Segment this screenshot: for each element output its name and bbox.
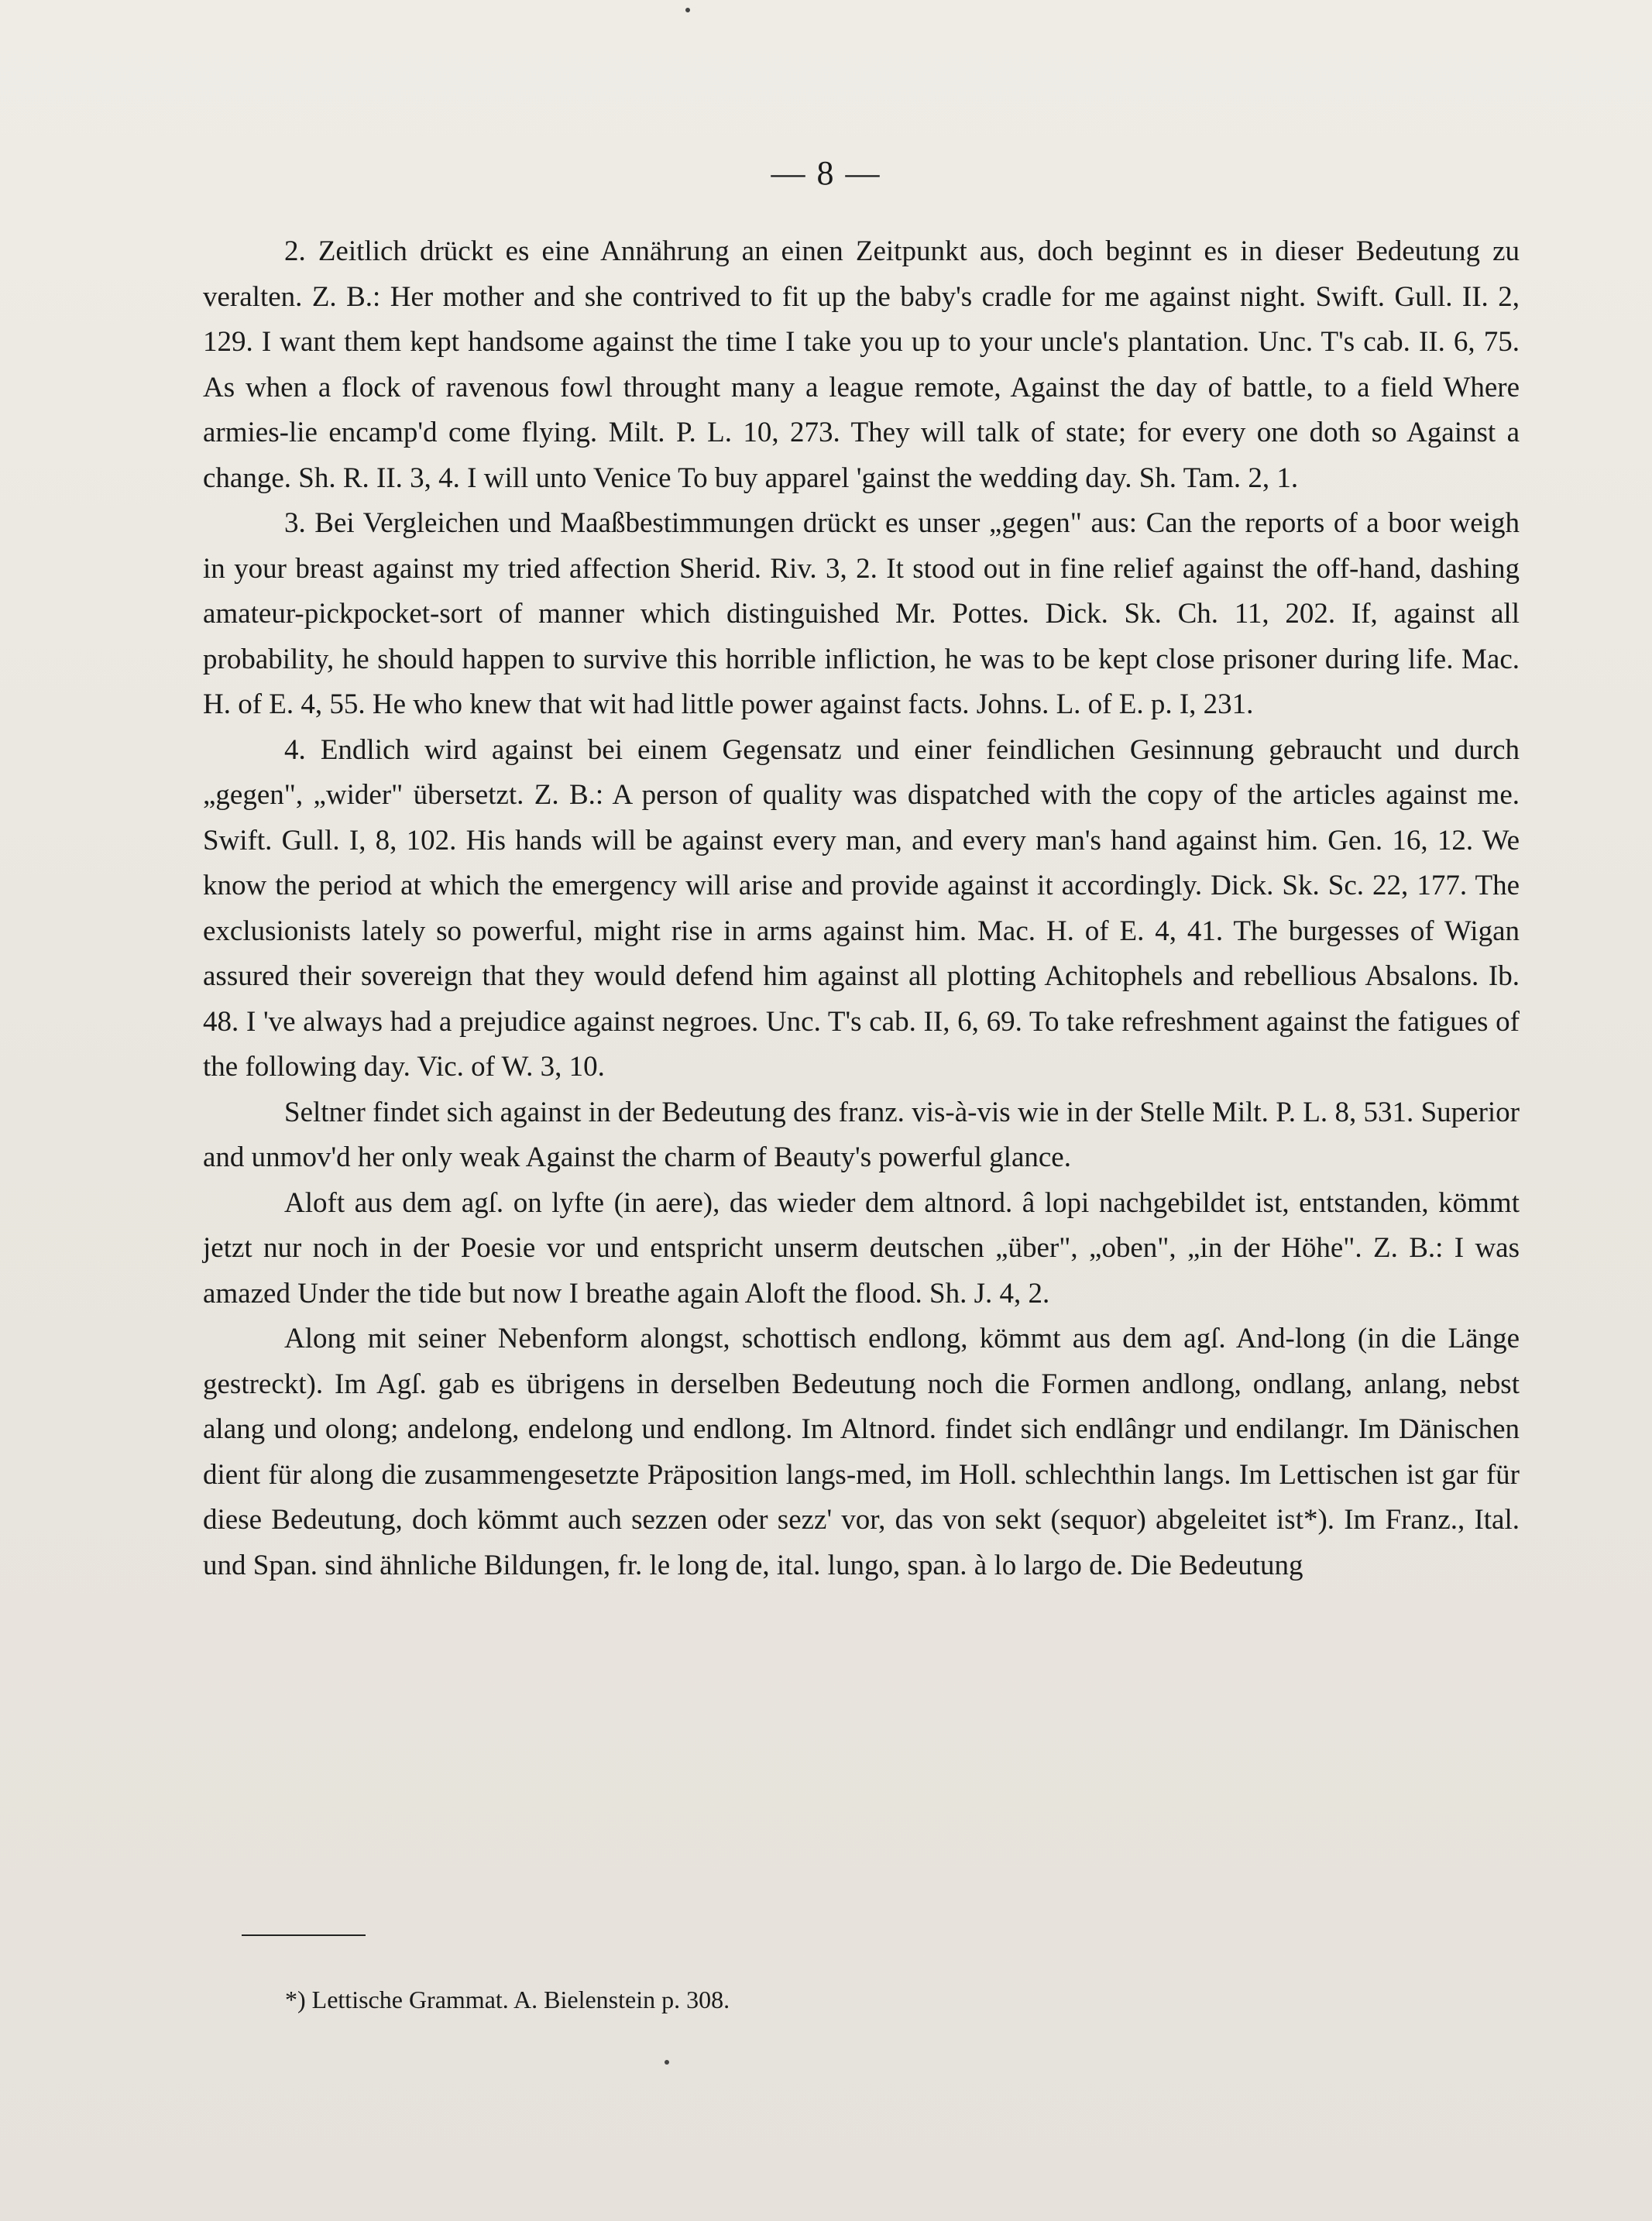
paragraph-along: Along mit seiner Nebenform alongst, schottisch endlong, kömmt aus dem agſ. And-long (in die Länge gestreckt). Im Agſ. gab es übrigens in derselben Bedeutung noch die Formen andlong, ondlang, anlang, nebst alang und olong; andelong, endelong und endlong. Im Altnord. findet sich endlângr und endilangr. Im Dänischen dient für along die zusammengesetzte Präposition langs-med, im Holl. schlechthin langs. Im Lettischen ist gar für diese Bedeutung, doch kömmt auch sezzen oder sezz' vor, das von sekt (sequor) abgeleitet ist*). Im Franz., Ital. und Span. sind ähnliche Bildungen, fr. le long de, ital. lungo, span. à lo largo de. Die Bedeutung [203, 1323, 1520, 1581]
paragraph-zeitlich: 2. Zeitlich drückt es eine Annährung an einen Zeitpunkt aus, doch beginnt es in dieser Bedeutung zu veralten. Z. B.: Her mother and she contrived to fit up the baby's cradle for me against night. Swift. Gull. II. 2, 129. I want them kept handsome against the time I take you up to your uncle's plantation. Unc. T's cab. II. 6, 75. As when a flock of ravenous fowl throught many a league remote, Against the day of battle, to a field Where armies-lie encamp'd come flying. Milt. P. L. 10, 273. They will talk of state; for every one doth so Against a change. Sh. R. II. 3, 4. I will unto Venice To buy apparel 'gainst the wedding day. Sh. Tam. 2, 1. [203, 235, 1520, 494]
body-text [203, 229, 1520, 1588]
footnote-divider [242, 1934, 366, 1936]
paragraph-endlich: 4. Endlich wird against bei einem Gegensatz und einer feindlichen Gesinnung gebraucht und durch „gegen", „wider" übersetzt. Z. B.: A person of quality was dispatched with the copy of the articles against me. Swift. Gull. I, 8, 102. His hands will be against every man, and every man's hand against him. Gen. 16, 12. We know the period at which the emergency will arise and provide against it accordingly. Dick. Sk. Sc. 22, 177. The exclusionists lately so powerful, might rise in arms against him. Mac. H. of E. 4, 41. The burgesses of Wigan assured their sovereign that they would defend him against all plotting Achitophels and rebellious Absalons. Ib. 48. I 've always had a prejudice against negroes. Unc. T's cab. II, 6, 69. To take refreshment against the fatigues of the following day. Vic. of W. 3, 10. [203, 733, 1520, 1083]
paragraph-vergleichen: 3. Bei Vergleichen und Maaßbestimmungen drückt es unser „gegen" aus: Can the reports of a boor weigh in your breast against my tried affection Sherid. Riv. 3, 2. It stood out in fine relief against the off-hand, dashing amateur-pickpocket-sort of manner which distinguished Mr. Pottes. Dick. Sk. Ch. 11, 202. If, against all probability, he should happen to survive this horrible infliction, he was to be kept close prisoner during life. Mac. H. of E. 4, 55. He who knew that wit had little power against facts. Johns. L. of E. p. I, 231. [203, 507, 1520, 720]
paragraph-aloft: Aloft aus dem agſ. on lyfte (in aere), das wieder dem altnord. â lopi nachgebildet ist, entstanden, kömmt jetzt nur noch in der Poesie vor und entspricht unserm deutschen „über", „oben", „in der Höhe". Z. B.: I was amazed Under the tide but now I breathe again Aloft the flood. Sh. J. 4, 2. [203, 1186, 1520, 1310]
footnote: *) Lettische Grammat. A. Bielenstein p. 308. [285, 1986, 730, 2013]
ink-speck [665, 2060, 669, 2065]
ink-speck [685, 8, 690, 12]
page-number: — 8 — [771, 154, 881, 192]
paragraph-seltner: Seltner findet sich against in der Bedeutung des franz. vis-à-vis wie in der Stelle Milt. P. L. 8, 531. Superior and unmov'd her only weak Against the charm of Beauty's powerful glance. [203, 1096, 1520, 1173]
